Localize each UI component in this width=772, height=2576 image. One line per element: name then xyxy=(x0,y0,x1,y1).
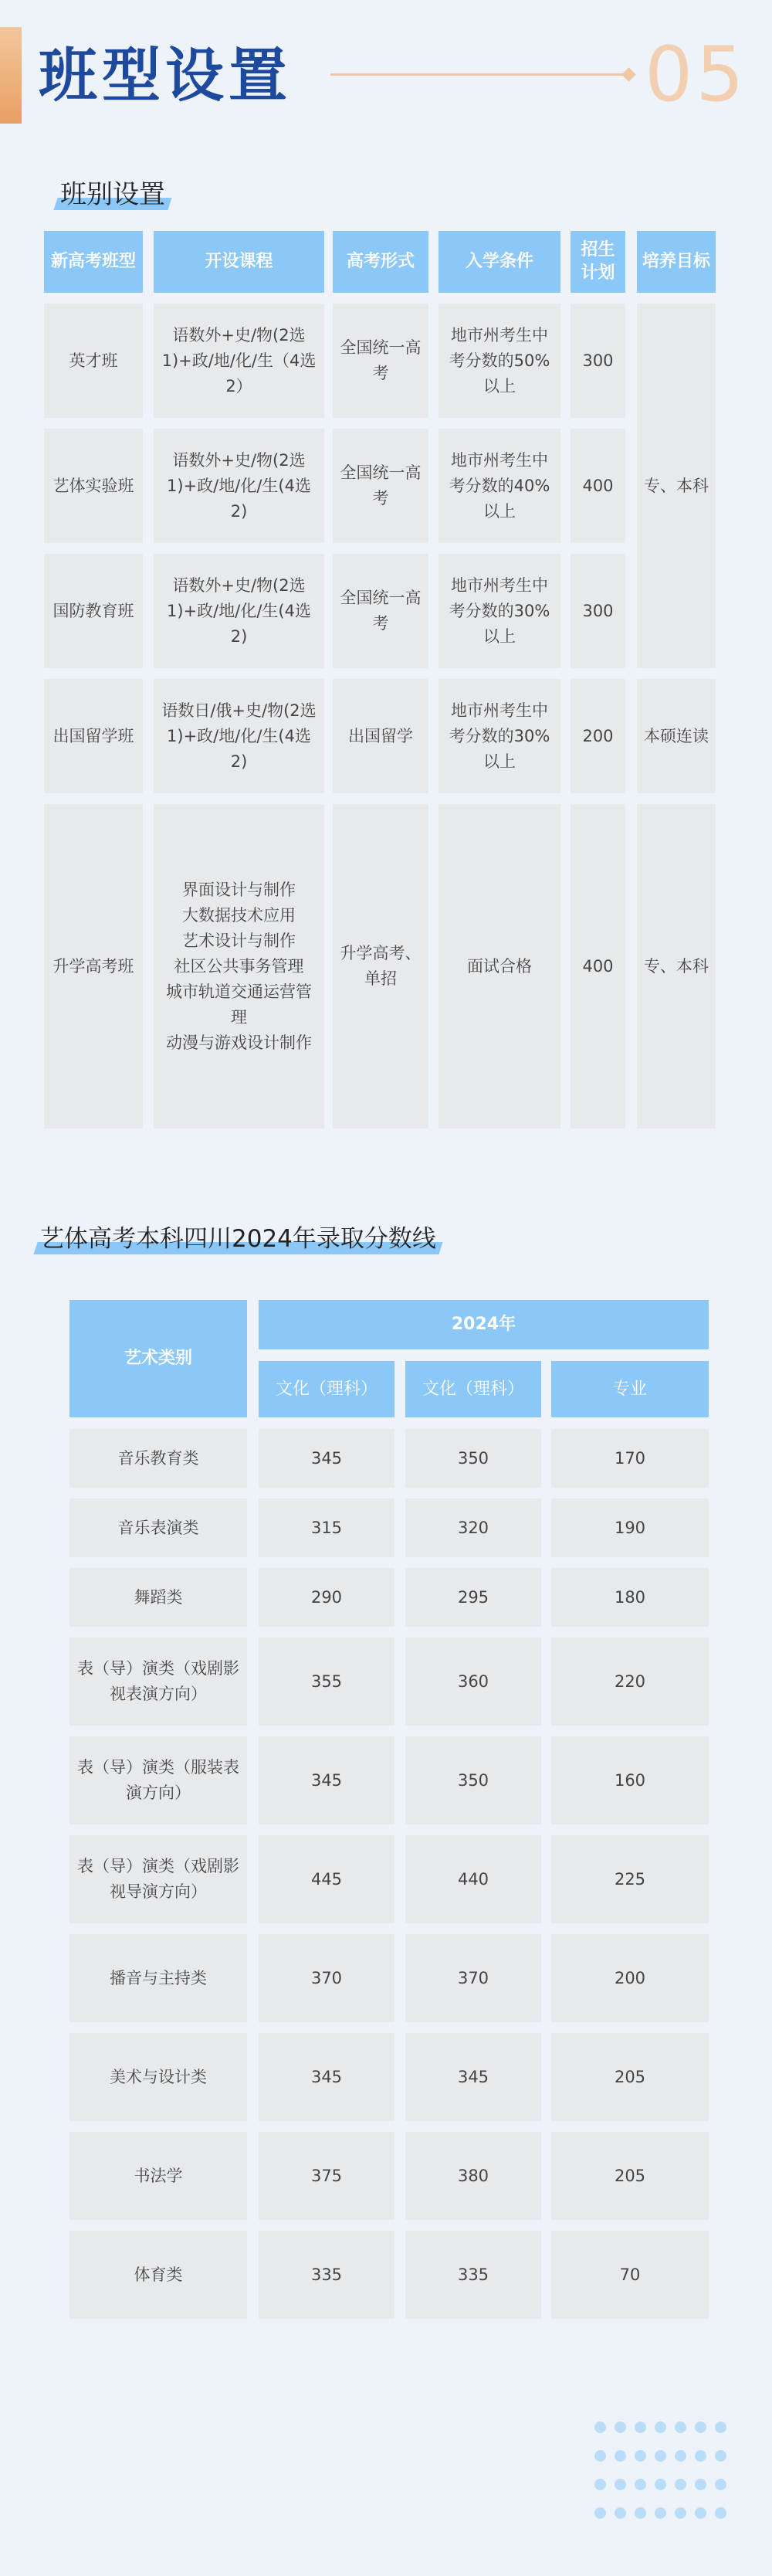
decorative-dot xyxy=(695,2422,706,2433)
decorative-dot xyxy=(715,2450,726,2462)
header-entry-condition-text: 入学条件 xyxy=(465,252,533,271)
header-entry-condition xyxy=(438,231,560,293)
class-courses-cell-text: 界面设计与制作 大数据技术应用 艺术设计与制作 社区公共事务管理 城市轨道交通运营管理 动漫与游戏设计制作 xyxy=(166,880,312,1052)
score-culture-cell-text: 380 xyxy=(457,2166,489,2185)
class-courses-cell xyxy=(154,554,324,668)
score-culture-cell xyxy=(259,1934,394,2022)
score-category-cell-text: 音乐表演类 xyxy=(117,1518,199,1537)
class-plan-cell xyxy=(571,679,625,793)
score-culture-cell xyxy=(405,2132,541,2220)
score-category-cell-text: 书法学 xyxy=(134,2166,183,2185)
class-exam-cell xyxy=(333,304,428,418)
decorative-dot xyxy=(615,2479,626,2490)
class-name-cell-text: 艺体实验班 xyxy=(52,476,134,495)
score-culture-cell-text: 370 xyxy=(310,1968,343,1987)
header-courses-text: 开设课程 xyxy=(205,252,273,271)
classes-section-title: 班别设置 xyxy=(60,178,165,212)
class-goal-cell-text: 专、本科 xyxy=(644,956,709,976)
class-goal-cell xyxy=(637,679,716,793)
score-culture-cell-text: 350 xyxy=(457,1770,489,1790)
class-exam-cell xyxy=(333,679,428,793)
score-category-cell-text: 体育类 xyxy=(134,2265,183,2284)
score-culture-cell-text: 370 xyxy=(457,1968,489,1987)
class-plan-cell-text: 400 xyxy=(582,956,614,976)
score-culture-cell-text: 350 xyxy=(457,1448,489,1468)
score-major-cell-text: 190 xyxy=(614,1518,646,1537)
class-entry-cell xyxy=(438,304,560,418)
decorative-dot xyxy=(655,2507,666,2519)
score-culture-cell-text: 355 xyxy=(310,1672,343,1691)
header-exam-type xyxy=(333,231,428,293)
header-sub-column xyxy=(551,1361,709,1417)
score-major-cell-text: 70 xyxy=(619,2265,641,2284)
score-category-cell-text: 美术与设计类 xyxy=(110,2067,207,2086)
class-exam-cell xyxy=(333,429,428,543)
score-major-cell-text: 180 xyxy=(614,1587,646,1607)
header-accent-bar xyxy=(0,27,22,124)
class-entry-cell xyxy=(438,679,560,793)
score-culture-cell xyxy=(405,1568,541,1627)
class-courses-cell-text: 语数外+史/物(2选1)+政/地/化/生(4选2) xyxy=(167,450,311,521)
class-entry-cell-text: 地市州考生中考分数的30%以上 xyxy=(449,701,550,771)
score-culture-cell-text: 345 xyxy=(310,1770,343,1790)
score-major-cell-text: 160 xyxy=(614,1770,646,1790)
class-courses-cell xyxy=(154,429,324,543)
decorative-dot xyxy=(615,2450,626,2462)
score-culture-cell xyxy=(405,2033,541,2121)
class-goal-cell xyxy=(637,804,716,1128)
class-courses-cell-text: 语数日/俄+史/物(2选1)+政/地/化/生(4选2) xyxy=(161,701,317,771)
header-sub-column-text: 文化（理科） xyxy=(422,1379,524,1399)
score-culture-cell-text: 315 xyxy=(310,1518,343,1537)
class-entry-cell xyxy=(438,429,560,543)
score-culture-cell xyxy=(259,1835,394,1923)
score-culture-cell-text: 445 xyxy=(310,1869,343,1889)
header-goal xyxy=(637,231,716,293)
class-plan-cell-text: 300 xyxy=(582,601,614,620)
score-major-cell-text: 220 xyxy=(614,1672,646,1691)
decorative-dot xyxy=(655,2450,666,2462)
score-culture-cell xyxy=(259,1429,394,1488)
class-exam-cell-text: 全国统一高考 xyxy=(340,338,422,382)
score-culture-cell xyxy=(259,1498,394,1557)
header-sub-column-text: 文化（理科） xyxy=(275,1379,378,1399)
score-major-cell xyxy=(551,1736,709,1824)
class-plan-cell-text: 200 xyxy=(582,726,614,745)
class-courses-cell xyxy=(154,679,324,793)
score-culture-cell xyxy=(405,2231,541,2319)
score-major-cell xyxy=(551,1934,709,2022)
score-major-cell-text: 205 xyxy=(614,2166,646,2185)
score-major-cell xyxy=(551,1498,709,1557)
class-exam-cell xyxy=(333,804,428,1128)
score-category-cell-text: 舞蹈类 xyxy=(134,1587,183,1607)
score-major-cell-text: 200 xyxy=(614,1968,646,1987)
class-name-cell-text: 国防教育班 xyxy=(52,601,134,620)
decorative-dot xyxy=(655,2479,666,2490)
class-exam-cell-text: 出国留学 xyxy=(348,726,413,745)
class-entry-cell-text: 地市州考生中考分数的50%以上 xyxy=(449,325,550,395)
score-culture-cell xyxy=(405,1736,541,1824)
score-culture-cell xyxy=(259,1568,394,1627)
header-exam-type-text: 高考形式 xyxy=(346,252,415,271)
class-plan-cell-text: 400 xyxy=(582,476,614,495)
class-plan-cell-text: 300 xyxy=(582,351,614,370)
decorative-dot xyxy=(594,2507,606,2519)
page-title: 班型设置 xyxy=(39,41,292,110)
header-year-text: 2024年 xyxy=(451,1315,516,1334)
class-courses-cell xyxy=(154,804,324,1128)
decorative-dot xyxy=(715,2479,726,2490)
score-culture-cell xyxy=(259,2231,394,2319)
score-culture-cell-text: 345 xyxy=(310,2067,343,2086)
score-culture-cell xyxy=(259,2033,394,2121)
score-major-cell xyxy=(551,1638,709,1726)
score-category-cell xyxy=(69,1429,247,1488)
class-entry-cell-text: 地市州考生中考分数的30%以上 xyxy=(449,575,550,646)
class-name-cell xyxy=(44,679,143,793)
score-category-cell xyxy=(69,1498,247,1557)
score-category-cell-text: 表（导）演类（服装表演方向） xyxy=(77,1758,239,1802)
header-sub-column-text: 专业 xyxy=(612,1379,647,1399)
score-culture-cell-text: 335 xyxy=(457,2265,489,2284)
decorative-dot xyxy=(615,2507,626,2519)
class-plan-cell xyxy=(571,554,625,668)
score-culture-cell-text: 375 xyxy=(310,2166,343,2185)
score-category-cell xyxy=(69,1835,247,1923)
header-goal-text: 培养目标 xyxy=(642,252,710,271)
decorative-dot xyxy=(675,2450,686,2462)
score-culture-cell-text: 440 xyxy=(457,1869,489,1889)
score-culture-cell xyxy=(405,1835,541,1923)
score-culture-cell-text: 335 xyxy=(310,2265,343,2284)
score-culture-cell-text: 360 xyxy=(457,1672,489,1691)
scores-section-title: 艺体高考本科四川2024年录取分数线 xyxy=(40,1222,436,1256)
score-culture-cell xyxy=(259,2132,394,2220)
decorative-dot xyxy=(635,2507,646,2519)
header-art-category-text: 艺术类别 xyxy=(124,1349,192,1368)
score-category-cell xyxy=(69,1568,247,1627)
header-year xyxy=(259,1300,709,1349)
class-entry-cell xyxy=(438,804,560,1128)
score-category-cell xyxy=(69,2033,247,2121)
header-courses xyxy=(154,231,324,293)
class-exam-cell xyxy=(333,554,428,668)
decorative-dot xyxy=(594,2479,606,2490)
header-plan xyxy=(571,231,625,293)
score-category-cell xyxy=(69,1736,247,1824)
class-name-cell-text: 出国留学班 xyxy=(52,726,134,745)
decorative-dot xyxy=(695,2479,706,2490)
score-culture-cell-text: 290 xyxy=(310,1587,343,1607)
score-major-cell-text: 225 xyxy=(614,1869,646,1889)
class-goal-merged-cell xyxy=(637,304,716,668)
score-culture-cell-text: 295 xyxy=(457,1587,489,1607)
score-category-cell-text: 表（导）演类（戏剧影视导演方向） xyxy=(77,1857,239,1901)
decorative-dot xyxy=(635,2450,646,2462)
score-category-cell xyxy=(69,2132,247,2220)
decorative-dot xyxy=(655,2422,666,2433)
class-entry-cell xyxy=(438,554,560,668)
header-class-type xyxy=(44,231,143,293)
class-courses-cell-text: 语数外+史/物(2选1)+政/地/化/生（4选2） xyxy=(161,325,317,395)
class-entry-cell-text: 面试合格 xyxy=(467,956,532,976)
class-entry-cell-text: 地市州考生中考分数的40%以上 xyxy=(449,450,550,521)
score-culture-cell xyxy=(405,1498,541,1557)
decorative-dot xyxy=(675,2479,686,2490)
class-courses-cell xyxy=(154,304,324,418)
class-name-cell xyxy=(44,429,143,543)
class-exam-cell-text: 升学高考、单招 xyxy=(340,944,422,988)
score-category-cell-text: 表（导）演类（戏剧影视表演方向） xyxy=(77,1659,239,1703)
decorative-dot xyxy=(675,2422,686,2433)
header-art-category xyxy=(69,1300,247,1417)
class-plan-cell xyxy=(571,304,625,418)
score-category-cell xyxy=(69,1638,247,1726)
class-courses-cell-text: 语数外+史/物(2选1)+政/地/化/生(4选2) xyxy=(167,575,311,646)
class-name-cell-text: 升学高考班 xyxy=(52,956,134,976)
header-class-type-text: 新高考班型 xyxy=(50,252,136,271)
score-culture-cell xyxy=(259,1736,394,1824)
header-plan-text: 招生计划 xyxy=(581,240,615,283)
header-sub-column xyxy=(405,1361,541,1417)
score-culture-cell-text: 345 xyxy=(457,2067,489,2086)
class-plan-cell xyxy=(571,429,625,543)
score-culture-cell-text: 345 xyxy=(310,1448,343,1468)
header-divider xyxy=(330,73,631,76)
score-category-cell xyxy=(69,1934,247,2022)
score-major-cell-text: 205 xyxy=(614,2067,646,2086)
class-exam-cell-text: 全国统一高考 xyxy=(340,463,422,507)
class-exam-cell-text: 全国统一高考 xyxy=(340,589,422,633)
score-category-cell-text: 音乐教育类 xyxy=(117,1448,199,1468)
score-major-cell xyxy=(551,1568,709,1627)
score-major-cell xyxy=(551,1835,709,1923)
decorative-dot xyxy=(715,2422,726,2433)
score-culture-cell xyxy=(259,1638,394,1726)
class-goal-cell-text: 本硕连读 xyxy=(644,726,709,745)
score-category-cell-text: 播音与主持类 xyxy=(110,1968,207,1987)
class-goal-merged-cell-text: 专、本科 xyxy=(644,476,709,495)
decorative-dot xyxy=(695,2450,706,2462)
decorative-dot xyxy=(615,2422,626,2433)
class-plan-cell xyxy=(571,804,625,1128)
decorative-dot xyxy=(675,2507,686,2519)
class-name-cell xyxy=(44,804,143,1128)
score-major-cell-text: 170 xyxy=(614,1448,646,1468)
page-header xyxy=(0,27,772,124)
score-major-cell xyxy=(551,2231,709,2319)
decorative-dot xyxy=(695,2507,706,2519)
section-number: 05 xyxy=(645,31,747,119)
score-major-cell xyxy=(551,2132,709,2220)
score-culture-cell xyxy=(405,1934,541,2022)
score-category-cell xyxy=(69,2231,247,2319)
score-major-cell xyxy=(551,2033,709,2121)
score-culture-cell-text: 320 xyxy=(457,1518,489,1537)
decorative-dot xyxy=(594,2422,606,2433)
header-diamond-icon xyxy=(621,67,635,81)
decorative-dot xyxy=(635,2422,646,2433)
header-sub-column xyxy=(259,1361,394,1417)
class-name-cell xyxy=(44,554,143,668)
decorative-dot xyxy=(594,2450,606,2462)
score-culture-cell xyxy=(405,1429,541,1488)
class-name-cell xyxy=(44,304,143,418)
decorative-dot xyxy=(715,2507,726,2519)
class-name-cell-text: 英才班 xyxy=(69,351,118,370)
score-culture-cell xyxy=(405,1638,541,1726)
decorative-dot xyxy=(635,2479,646,2490)
score-major-cell xyxy=(551,1429,709,1488)
